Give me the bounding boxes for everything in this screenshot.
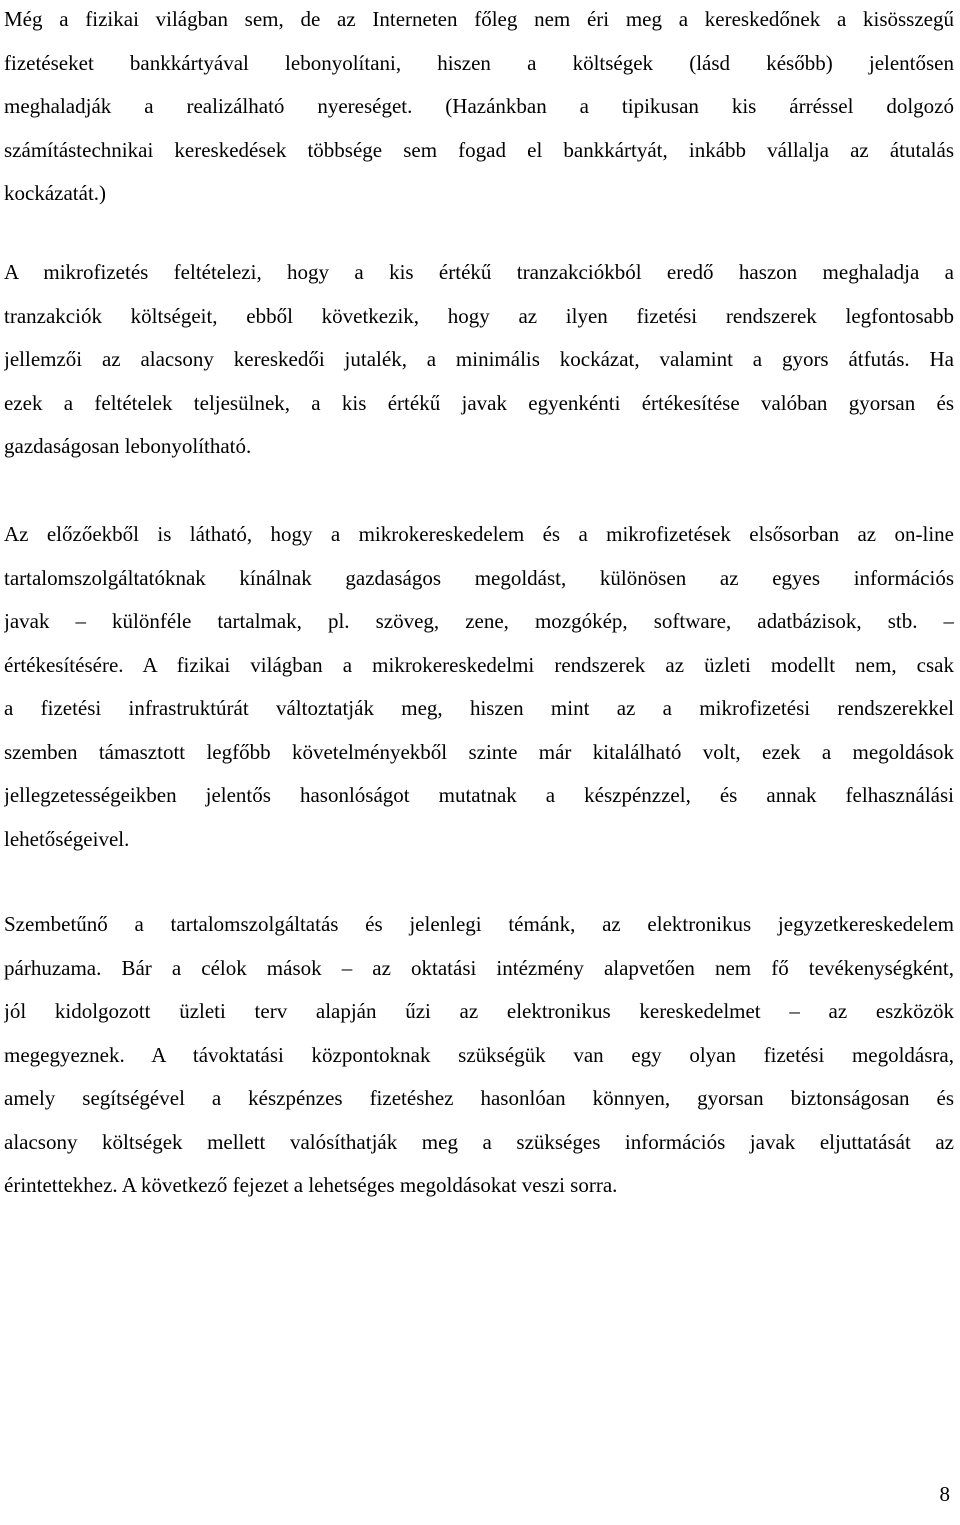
- text-line: amely segítségével a készpénzes fizetéshez hasonlóan könnyen, gyorsan biztonságosan és: [4, 1086, 954, 1110]
- text-line: értékesítésére. A fizikai világban a mikrokereskedelmi rendszerek az üzleti modellt nem, csak: [4, 652, 954, 677]
- text-line: számítástechnikai kereskedések többsége sem fogad el bankkártyát, inkább vállalja az átutalás: [4, 137, 954, 162]
- text-line: tranzakciók költségeit, ebből következik, hogy az ilyen fizetési rendszerek legfontosabb: [4, 303, 954, 328]
- text-line: jól kidolgozott üzleti terv alapján űzi az elektronikus kereskedelmet – az eszközök: [4, 999, 954, 1023]
- text-line: lehetőségeivel.: [4, 826, 130, 851]
- text-line: alacsony költségek mellett valósíthatják meg a szükséges információs javak eljuttatását az: [4, 1129, 954, 1154]
- text-line: fizetéseket bankkártyával lebonyolítani, hiszen a költségek (lásd később) jelentősen: [4, 50, 954, 75]
- document-page: [4, 0, 954, 1525]
- paragraph-2: [4, 251, 954, 469]
- text-line: Szembetűnő a tartalomszolgáltatás és jelenlegi témánk, az elektronikus jegyzetkereskedelem: [4, 912, 954, 936]
- paragraph-3: [4, 513, 954, 861]
- text-line: javak – különféle tartalmak, pl. szöveg, zene, mozgókép, software, adatbázisok, stb. –: [4, 609, 954, 633]
- text-line: meghaladják a realizálható nyereséget. (Hazánkban a tipikusan kis árréssel dolgozó: [4, 94, 954, 118]
- paragraph-4: [4, 903, 954, 1208]
- paragraph-1: [4, 0, 954, 216]
- page-number: 8: [939, 1482, 950, 1506]
- text-line: Még a fizikai világban sem, de az Interneten főleg nem éri meg a kereskedőnek a kisösszegű: [4, 7, 954, 31]
- text-line: A mikrofizetés feltételezi, hogy a kis értékű tranzakciókból eredő haszon meghaladja a: [4, 260, 954, 284]
- text-line: érintettekhez. A következő fejezet a lehetséges megoldásokat veszi sorra.: [4, 1173, 618, 1197]
- text-line: szemben támasztott legfőbb követelményekből szinte már kitalálható volt, ezek a megoldások: [4, 739, 954, 764]
- text-line: megegyeznek. A távoktatási központoknak szükségük van egy olyan fizetési megoldásra,: [4, 1042, 954, 1067]
- text-line: kockázatát.): [4, 181, 107, 205]
- text-line: jellegzetességeikben jelentős hasonlóságot mutatnak a készpénzzel, és annak felhasználási: [4, 783, 954, 807]
- text-line: jellemzői az alacsony kereskedői jutalék, a minimális kockázat, valamint a gyors átfutás. Ha: [4, 347, 954, 371]
- text-line: Az előzőekből is látható, hogy a mikrokereskedelem és a mikrofizetések elsősorban az on-line: [4, 522, 954, 546]
- text-line: ezek a feltételek teljesülnek, a kis értékű javak egyenkénti értékesítése valóban gyorsan és: [4, 390, 954, 415]
- text-line: gazdaságosan lebonyolítható.: [4, 434, 252, 458]
- text-line: párhuzama. Bár a célok mások – az oktatási intézmény alapvetően nem fő tevékenységként,: [4, 955, 954, 980]
- text-line: a fizetési infrastruktúrát változtatják meg, hiszen mint az a mikrofizetési rendszerekkel: [4, 696, 954, 720]
- text-line: tartalomszolgáltatóknak kínálnak gazdaságos megoldást, különösen az egyes információs: [4, 565, 954, 590]
